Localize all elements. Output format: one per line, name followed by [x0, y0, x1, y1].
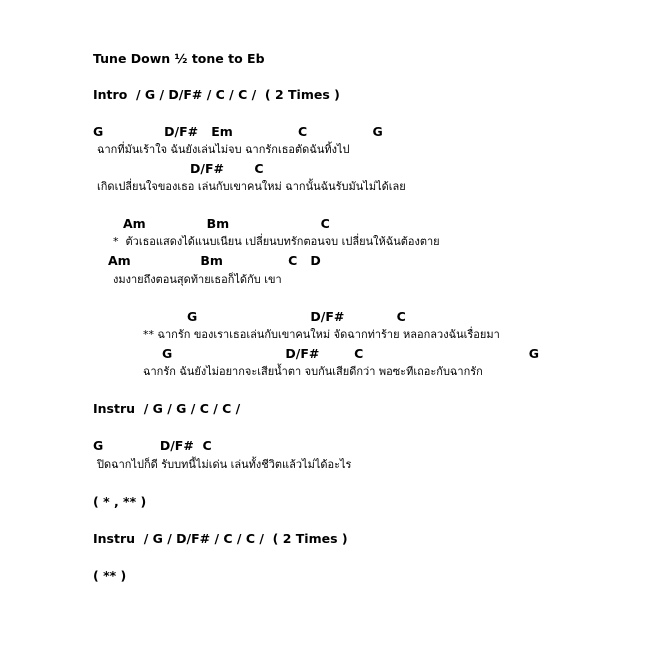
repeat-marker: ( ** )	[93, 568, 127, 583]
chord-line: D/F# C	[190, 161, 264, 176]
chord-line: Am Bm C D	[108, 253, 321, 268]
chord-line: G D/F# C G	[162, 346, 539, 361]
chord-line: Am Bm C	[123, 216, 330, 231]
lyric-line: งมงายถึงตอนสุดท้ายเธอก็ได้กับ เขา	[113, 273, 282, 286]
lyric-line: ฉากที่มันเร้าใจ ฉันยังเล่นไม่จบ ฉากรักเธอตัดฉันทิ้งไป	[97, 143, 350, 156]
lyric-line: ** ฉากรัก ของเราเธอเล่นกับเขาคนใหม่ จัดฉากท่าร้าย หลอกลวงฉันเรื่อยมา	[143, 328, 500, 341]
lyric-line: * ตัวเธอแสดงได้แนบเนียน เปลี่ยนบทรักตอนจบ เปลี่ยนให้ฉันต้องตาย	[113, 235, 440, 248]
chord-line: G D/F# C	[187, 309, 406, 324]
chord-line: G D/F# Em C G	[93, 124, 383, 139]
intro-line: Intro / G / D/F# / C / C / ( 2 Times )	[93, 87, 340, 102]
tuning-note: Tune Down ½ tone to Eb	[93, 51, 265, 66]
instrumental-line: Instru / G / G / C / C /	[93, 401, 241, 416]
lyric-line: เกิดเปลี่ยนใจของเธอ เล่นกับเขาคนใหม่ ฉากนั้นฉันรับมันไม่ได้เลย	[97, 180, 406, 193]
instrumental-line: Instru / G / D/F# / C / C / ( 2 Times )	[93, 531, 348, 546]
lyric-line: ปิดฉากไปก็ดี รับบทนี้ไม่เด่น เล่นทั้งชีวิตแล้วไม่ได้อะไร	[97, 458, 352, 471]
repeat-marker: ( * , ** )	[93, 494, 147, 509]
lyric-line: ฉากรัก ฉันยังไม่อยากจะเสียน้ำตา จบกันเสียดีกว่า พอซะทีเถอะกับฉากรัก	[143, 365, 483, 378]
chord-line: G D/F# C	[93, 438, 212, 453]
